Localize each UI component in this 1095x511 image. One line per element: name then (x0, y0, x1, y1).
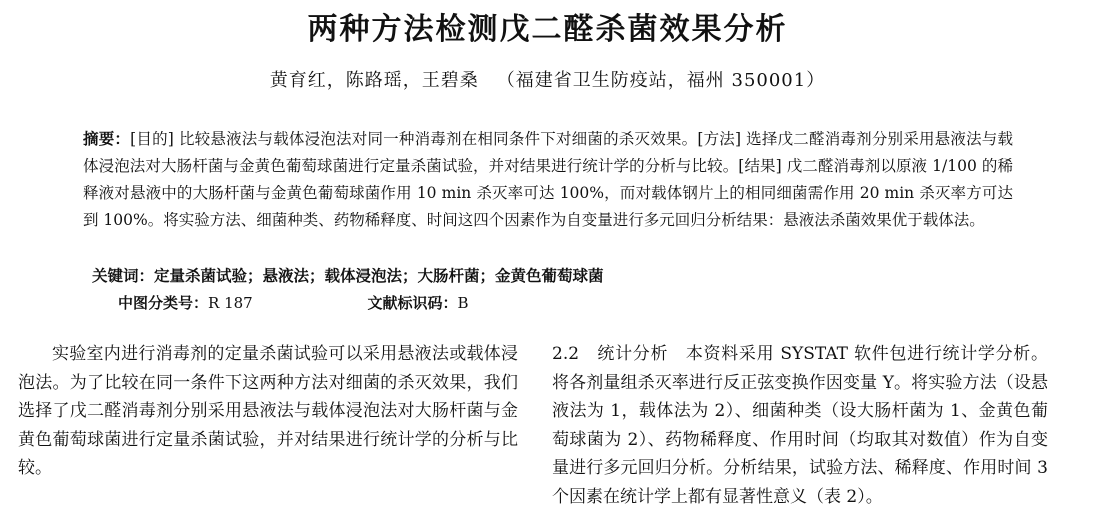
abstract-label: 摘要： (83, 130, 131, 148)
authors: 黄育红，陈路瑶，王碧桑 (269, 70, 479, 91)
classification-line (118, 292, 818, 313)
intro-paragraph: 实验室内进行消毒剂的定量杀菌试验可以采用悬液法或载体浸泡法。为了比较在同一条件下这两种方法对细菌的杀灭效果，我们选择了戊二醛消毒剂分别采用悬液法与载体浸泡法对大肠杆菌与金黄色葡萄球菌进行定量杀菌试验，并对结果进行统计学的分析与比较。 (18, 344, 518, 478)
clc-label: 中图分类号： (118, 294, 209, 312)
paper-title: 两种方法检测戊二醛杀菌效果分析 (307, 12, 788, 47)
body-left-column (18, 340, 518, 483)
abstract-text: [目的] 比较悬液法与载体浸泡法对同一种消毒剂在相同条件下对细菌的杀灭效果。[方法] 选择戊二醛消毒剂分别采用悬液法与载体浸泡法对大肠杆菌与金黄色葡萄球菌进行定量杀菌试验，并对结果进行统计学的分析与比较。[结果] 戊二醛消毒剂以原液 1/100 的稀释液对悬液中的大肠杆菌与金黄色葡萄球菌作用 10 min 杀灭率可达 100%，而对载体钢片上的相同细菌需作用 20 min 杀灭率方可达到 100%。将实验方法、细菌种类、药物稀释度、时间这四个因素作为自变量进行多元回归分析结果：悬液法杀菌效果优于载体法。 (83, 130, 1013, 229)
body-right-column (552, 340, 1048, 511)
affiliation: （福建省卫生防疫站，福州 350001） (496, 70, 826, 91)
doc-code-value: B (457, 294, 469, 312)
doc-code-label: 文献标识码： (367, 294, 458, 312)
stats-paragraph: 2.2 统计分析 本资料采用 SYSTAT 软件包进行统计学分析。将各剂量组杀灭率进行反正弦变换作因变量 Y。将实验方法（设悬液法为 1，载体法为 2）、细菌种类（设大肠杆菌为 1、金黄色葡萄球菌为 2）、药物稀释度、作用时间（均取其对数值）作为自变量进行多元回归分析。分析结果，试验方法、稀释度、作用时间 3 个因素在统计学上都有显著性意义（表 2）。 (552, 344, 1048, 507)
clc-value: R 187 (208, 294, 253, 312)
keywords-label: 关键词： (92, 267, 155, 285)
abstract (83, 126, 1013, 234)
author-line (0, 66, 1095, 92)
keywords (92, 264, 1012, 286)
keywords-text: 定量杀菌试验；悬液法；载体浸泡法；大肠杆菌；金黄色葡萄球菌 (154, 267, 604, 285)
